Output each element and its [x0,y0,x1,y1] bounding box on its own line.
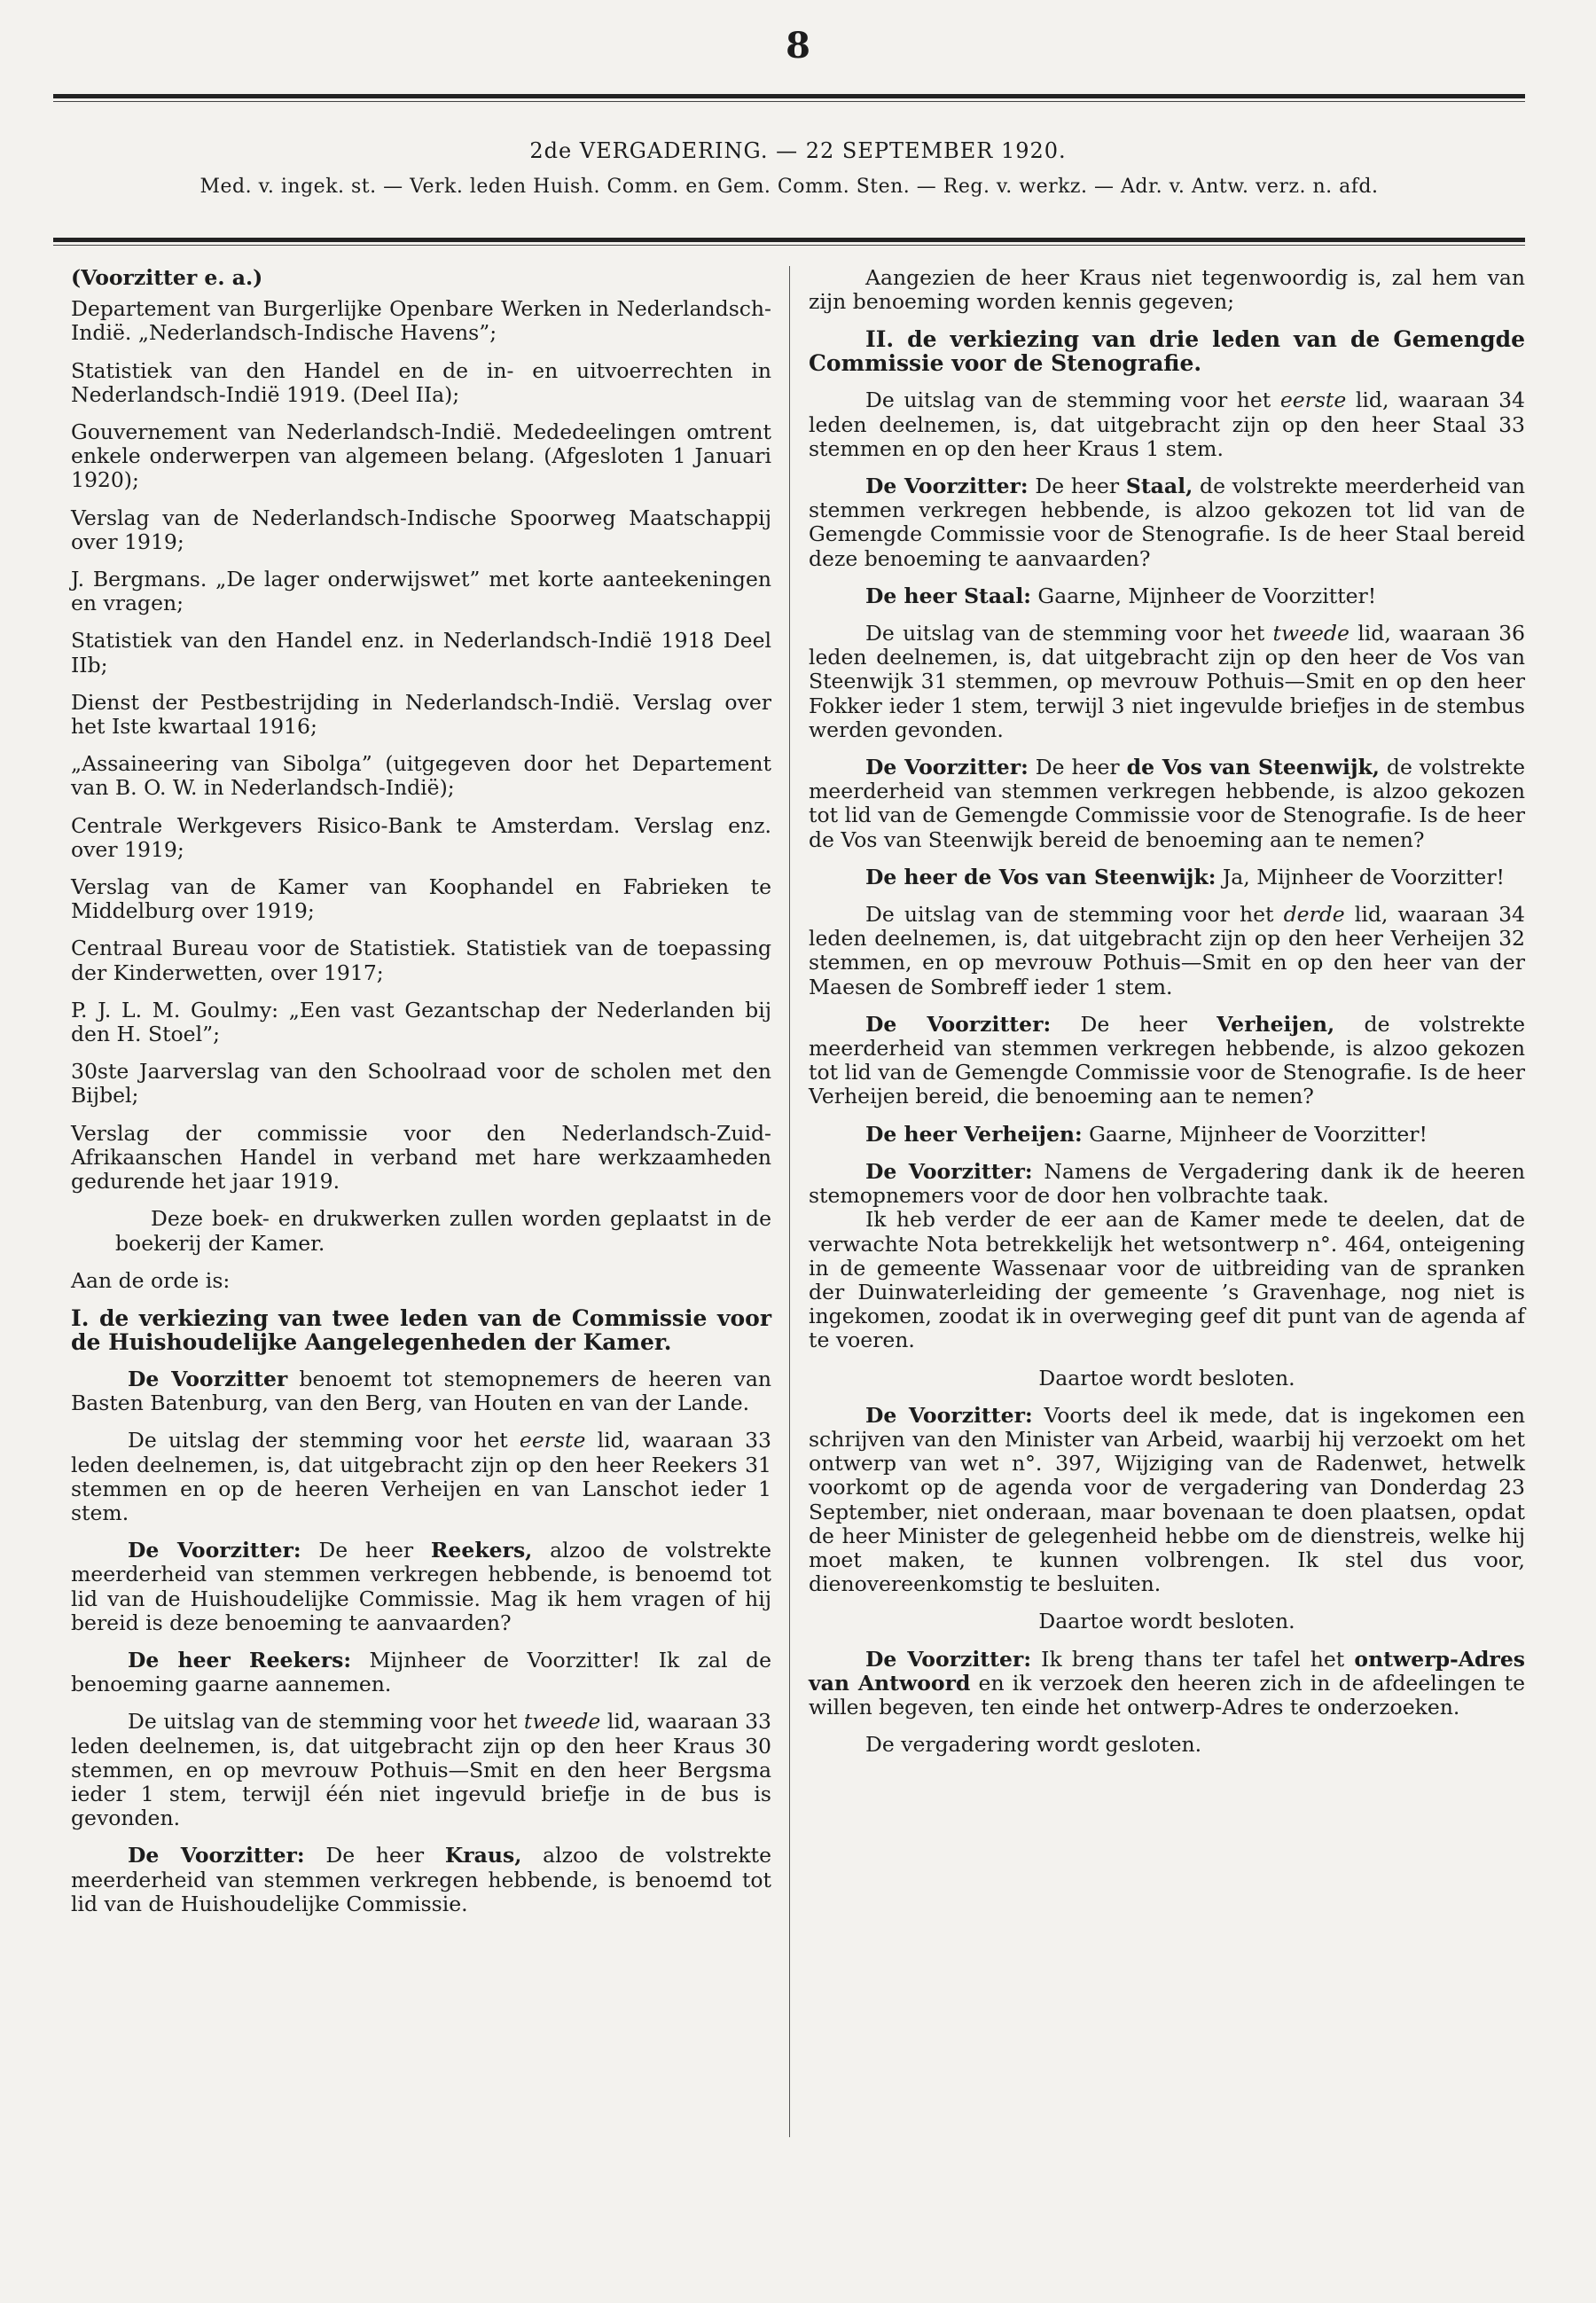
chair-statement: De Voorzitter: De heer Kraus, alzoo de volstrekte meerderheid van stemmen verkregen hebbende, is benoemd tot lid van de Huishoudelijke Commissie. [71,1843,771,1916]
member-reply: De heer Staal: Gaarne, Mijnheer de Voorzitter! [865,583,1377,608]
speaker: De heer Reekers: [128,1647,351,1672]
vote-result-paragraph: De uitslag van de stemming voor het tweede lid, waaraan 33 leden deelnemen, is, dat uitgebracht zijn op den heer Kraus 30 stemmen, en op mevrouw Pothuis—Smit en den heer Bergsma ieder 1 stem, terwijl één niet ingevuld briefje in de bus is gevonden. [71,1709,771,1831]
chair-statement: De Voorzitter: Namens de Vergadering dank ik de heeren stemopnemers voor de door hen volbrachte taak. [809,1158,1525,1209]
list-item: J. Bergmans. „De lager onderwijswet” met korte aanteekeningen en vragen; [71,567,771,616]
chair-statement: De Voorzitter: De heer Staal, de volstrekte meerderheid van stemmen verkregen hebbende, is alzoo gekozen tot lid van de Gemengde Commissie voor de Stenografie. Is de heer Staal bereid deze benoeming te aanvaarden? [809,474,1525,571]
section-head: (Voorzitter e. a.) [71,265,263,290]
vote-result-paragraph: De uitslag van de stemming voor het tweede lid, waaraan 36 leden deelnemen, is, dat uitgebracht zijn op den heer de Vos van Steenwijk 31 stemmen, op mevrouw Pothuis—Smit en op den heer Fokker ieder 1 stem, terwijl 3 niet ingevulde briefjes in de stembus werden gevonden. [809,621,1525,742]
list-item: Gouvernement van Nederlandsch-Indië. Mededeelingen omtrent enkele onderwerpen van algemeen belang. (Afgesloten 1 Januari 1920); [71,419,771,493]
list-item: Dienst der Pestbestrijding in Nederlandsch-Indië. Verslag over het Iste kwartaal 1916; [71,689,771,740]
decision-note: Daartoe wordt besloten. [1038,1609,1295,1634]
list-item: Centrale Werkgevers Risico-Bank te Amsterdam. Verslag enz. over 1919; [71,812,771,862]
chair-statement: De Voorzitter: Ik breng thans ter tafel het ontwerp-Adres van Antwoord en ik verzoek den heeren zich in de afdeelingen te willen begeven, ten einde het ontwerp-Adres te onderzoeken. [809,1646,1525,1719]
right-column [809,266,1525,1770]
absence-note: Aangezien de heer Kraus niet tegenwoordig is, zal hem van zijn benoeming worden kennis gegeven; [809,265,1525,315]
vote-result-paragraph: De uitslag der stemming voor het eerste lid, waaraan 33 leden deelnemen, is, dat uitgebracht zijn op den heer Reekers 31 stemmen en op de heeren Verheijen en van Lanschot ieder 1 stem. [71,1428,771,1525]
meeting-title: 2de VERGADERING. — 22 SEPTEMBER 1920. [529,138,1067,163]
list-item: Statistiek van den Handel en de in- en uitvoerrechten in Nederlandsch-Indië 1919. (Deel IIa); [71,357,771,407]
list-item: Statistiek van den Handel enz. in Nederlandsch-Indië 1918 Deel IIb; [71,628,771,678]
list-item: Verslag der commissie voor den Nederlandsch-Zuid-Afrikaanschen Handel in verband met hare werkzaamheden gedurende het jaar 1919. [71,1120,771,1195]
decision-note: Daartoe wordt besloten. [1038,1365,1295,1390]
top-rule-thin [53,101,1525,102]
chair-statement: De Voorzitter: Voorts deel ik mede, dat is ingekomen een schrijven van den Minister van Arbeid, waarbij hij verzoekt om het ontwerp van wet n°. 397, Wijziging van de Radenwet, hetwelk voorkomt op de agenda voor de vergadering van Donderdag 23 September, niet onderaan, maar bovenaan te doen plaatsen, opdat de heer Minister de gelegenheid hebbe om de dienstreis, welke hij moet maken, te kunnen volbrengen. Ik stel dus voor, dienovereenkomstig te besluiten. [809,1402,1525,1597]
member-reply: De heer Verheijen: Gaarne, Mijnheer de Voorzitter! [865,1121,1428,1147]
list-item: 30ste Jaarverslag van den Schoolraad voor de scholen met den Bijbel; [71,1059,771,1108]
list-item: „Assaineering van Sibolga” (uitgegeven door het Departement van B. O. W. in Nederlandsch-Indië); [71,751,771,801]
speaker: De Voorzitter: [865,1158,1033,1184]
chair-statement: De Voorzitter: De heer de Vos van Steenwijk, de volstrekte meerderheid van stemmen verkregen hebbende, is alzoo gekozen tot lid van de Gemengde Commissie voor de Stenografie. Is de heer de Vos van Steenwijk bereid de benoeming aan te nemen? [809,755,1525,852]
list-item: Verslag van de Kamer van Koophandel en Fabrieken te Middelburg over 1919; [71,874,771,924]
speaker: De heer Verheijen: [865,1121,1083,1147]
placement-note: Deze boek- en drukwerken zullen worden geplaatst in de boekerij der Kamer. [115,1206,771,1256]
speaker: De Voorzitter: [865,1402,1033,1428]
vote-result-paragraph: De uitslag van de stemming voor het derde lid, waaraan 34 leden deelnemen, is, dat uitgebracht zijn op den heer Verheijen 32 stemmen, en op mevrouw Pothuis—Smit en op den heer van der Maesen de Sombreff ieder 1 stem. [809,902,1525,999]
chair-statement: De Voorzitter: De heer Verheijen, de volstrekte meerderheid van stemmen verkregen hebbende, is alzoo gekozen tot lid van de Gemengde Commissie voor de Stenografie. Is de heer Verheijen bereid, die benoeming aan te nemen? [809,1011,1525,1109]
member-reply: De heer de Vos van Steenwijk: Ja, Mijnheer de Voorzitter! [865,864,1506,889]
speaker: De Voorzitter: [865,474,1029,499]
header-rule-thin [53,245,1525,246]
closing-line: De vergadering wordt gesloten. [865,1732,1202,1758]
header-rule [53,238,1525,242]
list-item: Departement van Burgerlijke Openbare Werken in Nederlandsch-Indië. „Nederlandsch-Indische Havens”; [71,296,771,346]
chair-statement-continued: Ik heb verder de eer aan de Kamer mede te deelen, dat de verwachte Nota betrekkelijk het wetsontwerp n°. 464, onteigening in de gemeente Wassenaar voor de uitbreiding van de spranken der Duinwaterleiding der gemeente ’s Gravenhage, nog niet is ingekomen, zoodat ik in overweging geef dit punt van de agenda af te voeren. [809,1207,1525,1353]
left-column [71,266,771,1930]
top-rule [53,94,1525,98]
agenda-item-one: I. de verkiezing van twee leden van de Commissie voor de Huishoudelijke Aangelegenheden der Kamer. [71,1304,771,1355]
list-item: Centraal Bureau voor de Statistiek. Statistiek van de toepassing der Kinderwetten, over 1917; [71,936,771,985]
contents-line: Med. v. ingek. st. — Verk. leden Huish. Comm. en Gem. Comm. Sten. — Reg. v. werkz. — Adr. v. Antw. verz. n. afd. [200,176,1379,198]
list-item: Verslag van de Nederlandsch-Indische Spoorweg Maatschappij over 1919; [71,505,771,554]
list-item: P. J. L. M. Goulmy: „Een vast Gezantschap der Nederlanden bij den H. Stoel”; [71,997,771,1047]
speaker: De heer Staal: [865,583,1031,608]
tellers-paragraph: De Voorzitter benoemt tot stemopnemers de heeren van Basten Batenburg, van den Berg, van Houten en van der Lande. [71,1366,771,1416]
speaker: De Voorzitter: [865,1011,1052,1037]
speaker: De Voorzitter: [865,1646,1031,1672]
agenda-item-two: II. de verkiezing van drie leden van de Gemengde Commissie voor de Stenografie. [809,326,1525,377]
page-number: 8 [786,25,810,67]
speaker: De Voorzitter: [128,1538,301,1563]
speaker: De Voorzitter: [865,755,1029,780]
speaker: De Voorzitter: [128,1843,305,1868]
column-divider [789,266,790,2137]
speaker: De heer de Vos van Steenwijk: [865,864,1217,889]
speaker: De Voorzitter [128,1366,288,1391]
agenda-intro: Aan de orde is: [71,1267,231,1293]
chair-statement: De Voorzitter: De heer Reekers, alzoo de volstrekte meerderheid van stemmen verkregen hebbende, is benoemd tot lid van de Huishoudelijke Commissie. Mag ik hem vragen of hij bereid is deze benoeming te aanvaarden? [71,1538,772,1635]
member-reply: De heer Reekers: Mijnheer de Voorzitter! Ik zal de benoeming gaarne aannemen. [71,1647,771,1697]
vote-result-paragraph: De uitslag van de stemming voor het eerste lid, waaraan 34 leden deelnemen, is, dat uitgebracht zijn op den heer Staal 33 stemmen en op den heer Kraus 1 stem. [809,388,1525,461]
